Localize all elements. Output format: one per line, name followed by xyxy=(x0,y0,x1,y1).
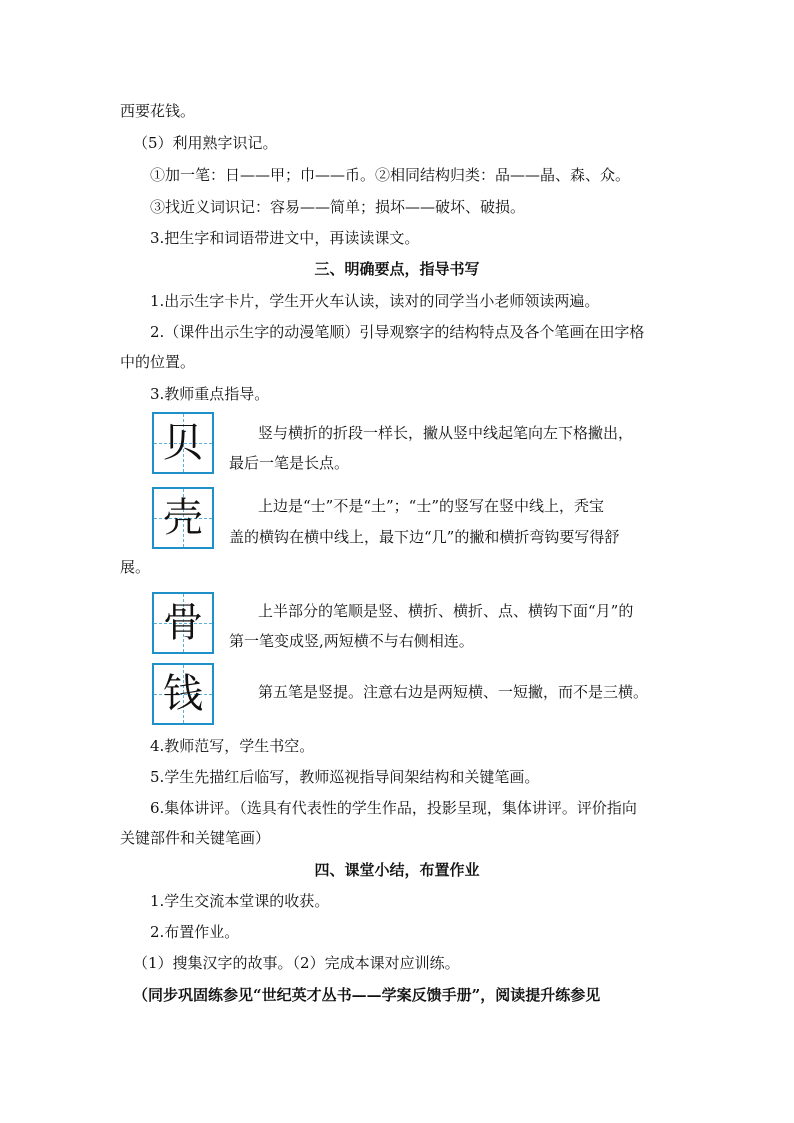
text-line: 5.学生先描红后临写，教师巡视指导间架结构和关键笔画。 xyxy=(150,768,540,786)
char-guide-line: 展。 xyxy=(120,558,151,576)
text-line: 3.教师重点指导。 xyxy=(150,385,270,403)
text-line: 3.把生字和词语带进文中，再读读课文。 xyxy=(150,229,420,247)
char-guide-line: 第一笔变成竖,两短横不与右侧相连。 xyxy=(229,632,474,650)
tianzige-box xyxy=(152,412,214,474)
text-line: 中的位置。 xyxy=(120,353,196,371)
text-line: （1）搜集汉字的故事。（2）完成本课对应训练。 xyxy=(133,954,460,972)
character-glyph: 贝 xyxy=(163,420,203,466)
text-line: ③找近义词识记：容易——简单；损坏——破坏、破损。 xyxy=(150,198,526,216)
text-line: ①加一笔：日——甲；巾——币。②相同结构归类：品——晶、森、众。 xyxy=(150,166,631,184)
tianzige-box xyxy=(152,487,214,549)
character-glyph: 壳 xyxy=(163,495,203,541)
text-line: 1.学生交流本堂课的收获。 xyxy=(150,892,330,910)
character-glyph: 钱 xyxy=(163,671,203,717)
section-heading: 三、明确要点，指导书写 xyxy=(314,260,480,278)
char-guide-line: 第五笔是竖提。注意右边是两短横、一短撇，而不是三横。 xyxy=(258,683,649,701)
text-line: 4.教师范写，学生书空。 xyxy=(150,737,315,755)
text-line: 关键部件和关键笔画） xyxy=(120,829,271,847)
text-line: 6.集体讲评。（选具有代表性的学生作品，投影呈现，集体讲评。评价指向 xyxy=(150,799,637,817)
text-line: 2.（课件出示生字的动漫笔顺）引导观察字的结构特点及各个笔画在田字格 xyxy=(150,323,645,341)
text-line: （同步巩固练参见“世纪英才丛书——学案反馈手册”，阅读提升练参见 xyxy=(133,986,601,1004)
char-guide-line: 上边是“士”不是“土”；“士”的竖写在竖中线上，秃宝 xyxy=(258,497,605,515)
character-glyph: 骨 xyxy=(163,600,203,646)
char-guide-line: 最后一笔是长点。 xyxy=(229,454,350,472)
char-guide-line: 盖的横钩在横中线上，最下边“几”的撇和横折弯钩要写得舒 xyxy=(229,528,620,546)
tianzige-box xyxy=(152,663,214,725)
char-guide-line: 上半部分的笔顺是竖、横折、横折、点、横钩下面“月”的 xyxy=(258,602,634,620)
text-line: 西要花钱。 xyxy=(120,102,196,120)
text-line: 2.布置作业。 xyxy=(150,923,240,941)
section-heading: 四、课堂小结，布置作业 xyxy=(314,861,480,879)
char-guide-line: 竖与横折的折段一样长，撇从竖中线起笔向左下格撇出， xyxy=(258,424,634,442)
tianzige-box xyxy=(152,592,214,654)
text-line: 1.出示生字卡片，学生开火车认读，读对的同学当小老师领读两遍。 xyxy=(150,292,600,310)
text-line: （5）利用熟字识记。 xyxy=(133,134,278,152)
